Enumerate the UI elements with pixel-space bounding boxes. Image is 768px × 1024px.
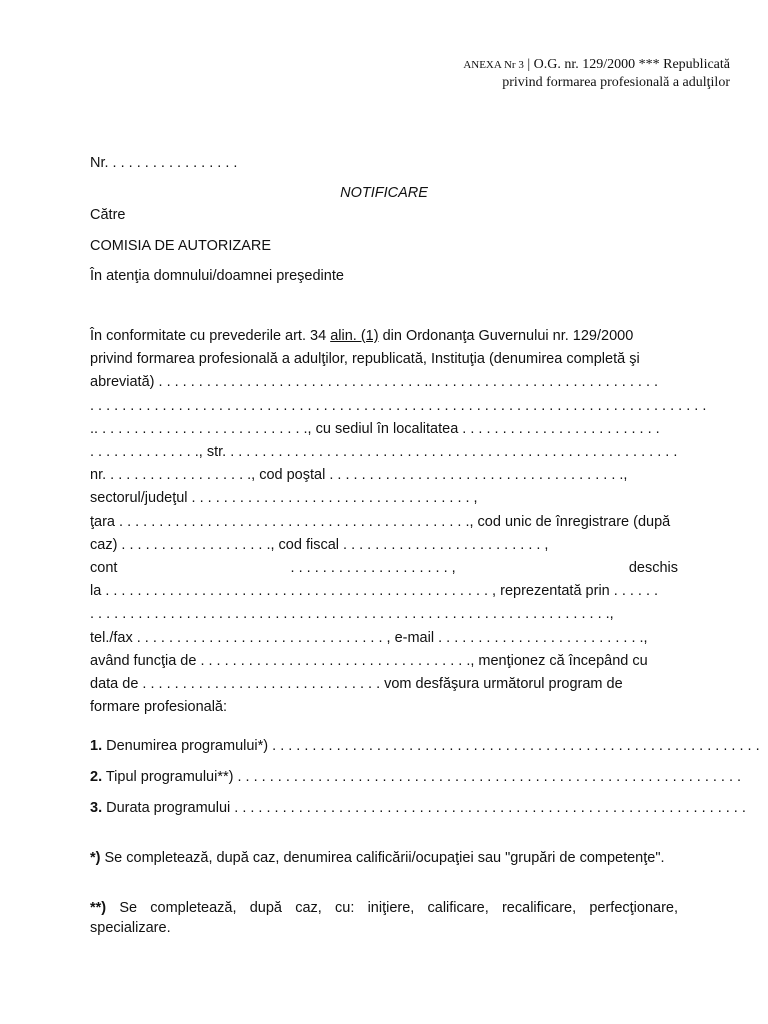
footnote-mark: **)	[90, 900, 107, 916]
footnote-text: Se completează, după caz, cu: iniţiere, calificare, recalificare, perfecţionare, specializare.	[90, 900, 678, 936]
body-line: abreviată) . . . . . . . . . . . . . . . . . . . . . . . . . . . . . . . . . .. . . . . . . . . . . . . . . . . . . . . . . . . . . . .	[90, 374, 659, 391]
body-line: sectorul/judeţul . . . . . . . . . . . . . . . . . . . . . . . . . . . . . . . . . . . ,	[90, 490, 478, 507]
body-text-part: cont	[90, 560, 118, 577]
item-fill-dots: . . . . . . . . . . . . . . . . . . . . . . . . . . . . . . . . . . . . . . . . . . . . . . . . . . . . . . . . . . . . . . .	[237, 769, 742, 785]
document-number: Nr. . . . . . . . . . . . . . . . .	[90, 155, 238, 171]
body-text-part: din Ordonanţa Guvernului nr. 129/2000	[378, 328, 634, 344]
item-number: 2.	[90, 769, 103, 785]
item-label: Tipul programului**)	[102, 769, 238, 785]
body-line	[90, 557, 678, 580]
item-label: Durata programului	[102, 800, 235, 816]
annex-label: ANEXA Nr 3	[463, 59, 524, 71]
item-label: Denumirea programului*)	[102, 738, 273, 754]
footnote-text: Se completează, după caz, denumirea calificării/ocupaţiei sau "grupări de competenţe".	[100, 850, 665, 866]
body-line: tel./fax . . . . . . . . . . . . . . . . . . . . . . . . . . . . . . . , e-mail . . . . . . . . . . . . . . . . . . . . . . . . . .,	[90, 629, 648, 646]
body-text-fragment	[90, 325, 633, 348]
item-number: 3.	[90, 800, 103, 816]
body-line: .. . . . . . . . . . . . . . . . . . . . . . . . . . ., cu sediul în localitatea . . . . . . . . . . . . . . . . . . . . . . . . .	[90, 420, 660, 437]
ordinance-reference: | O.G. nr. 129/2000 *** Republicată	[527, 57, 730, 72]
body-line: data de . . . . . . . . . . . . . . . . . . . . . . . . . . . . . . vom desfăşura următorul program de	[90, 676, 623, 693]
body-text-part: deschis	[628, 560, 678, 577]
recipient-commission: COMISIA DE AUTORIZARE	[90, 238, 272, 254]
header-line-1	[463, 56, 730, 74]
footnote-1	[90, 848, 678, 868]
body-text-part: În conformitate cu prevederile art. 34	[90, 328, 331, 344]
legal-reference-link: alin. (1)	[330, 328, 379, 344]
body-line: . . . . . . . . . . . . . . . . . . . . . . . . . . . . . . . . . . . . . . . . . . . . . . . . . . . . . . . . . . . . . . . . .,	[90, 606, 614, 623]
item-fill-dots: . . . . . . . . . . . . . . . . . . . . . . . . . . . . . . . . . . . . . . . . . . . . . . . . . . . . . . . . . . . . .	[272, 738, 760, 754]
item-fill-dots: . . . . . . . . . . . . . . . . . . . . . . . . . . . . . . . . . . . . . . . . . . . . . . . . . . . . . . . . . . . . . . . .	[234, 800, 746, 816]
header-line-2: privind formarea profesională a adulţilor	[502, 75, 730, 90]
body-line: ţara . . . . . . . . . . . . . . . . . . . . . . . . . . . . . . . . . . . . . . . . . . . ., cod unic de înregistrare (după	[90, 513, 671, 530]
body-line: având funcţia de . . . . . . . . . . . . . . . . . . . . . . . . . . . . . . . . . ., menţionez că începând cu	[90, 652, 648, 669]
footnote-2	[90, 898, 678, 938]
program-item-name	[90, 738, 760, 754]
program-item-type	[90, 769, 742, 785]
program-item-duration	[90, 800, 746, 816]
notification-body	[90, 325, 707, 719]
body-text-part: . . . . . . . . . . . . . . . . . . . . ,	[290, 560, 456, 577]
document-header	[463, 56, 730, 92]
recipient-to: Către	[90, 207, 126, 223]
body-line: privind formarea profesională a adulţilor, republicată, Instituţia (denumirea completă şi	[90, 351, 640, 368]
recipient-attention: În atenţia domnului/doamnei preşedinte	[90, 268, 344, 284]
body-line: nr. . . . . . . . . . . . . . . . . . ., cod poştal . . . . . . . . . . . . . . . . . . . . . . . . . . . . . . . . . . . . .,	[90, 467, 628, 484]
body-line: la . . . . . . . . . . . . . . . . . . . . . . . . . . . . . . . . . . . . . . . . . . . . . . . . , reprezentată prin . . . . . .	[90, 583, 659, 600]
footnote-mark: *)	[90, 850, 101, 866]
body-line: . . . . . . . . . . . . . . . . . . . . . . . . . . . . . . . . . . . . . . . . . . . . . . . . . . . . . . . . . . . . . . . . . . . . . . . . . . . . .	[90, 397, 707, 414]
body-line: caz) . . . . . . . . . . . . . . . . . . ., cod fiscal . . . . . . . . . . . . . . . . . . . . . . . . . ,	[90, 536, 549, 553]
body-line	[90, 325, 678, 348]
item-number: 1.	[90, 738, 103, 754]
document-title: NOTIFICARE	[340, 185, 428, 201]
body-line: formare profesională:	[90, 699, 228, 716]
body-line: . . . . . . . . . . . . . ., str. . . . . . . . . . . . . . . . . . . . . . . . . . . . . . . . . . . . . . . . . . . . . . . . . . . . . . . . .	[90, 444, 678, 460]
